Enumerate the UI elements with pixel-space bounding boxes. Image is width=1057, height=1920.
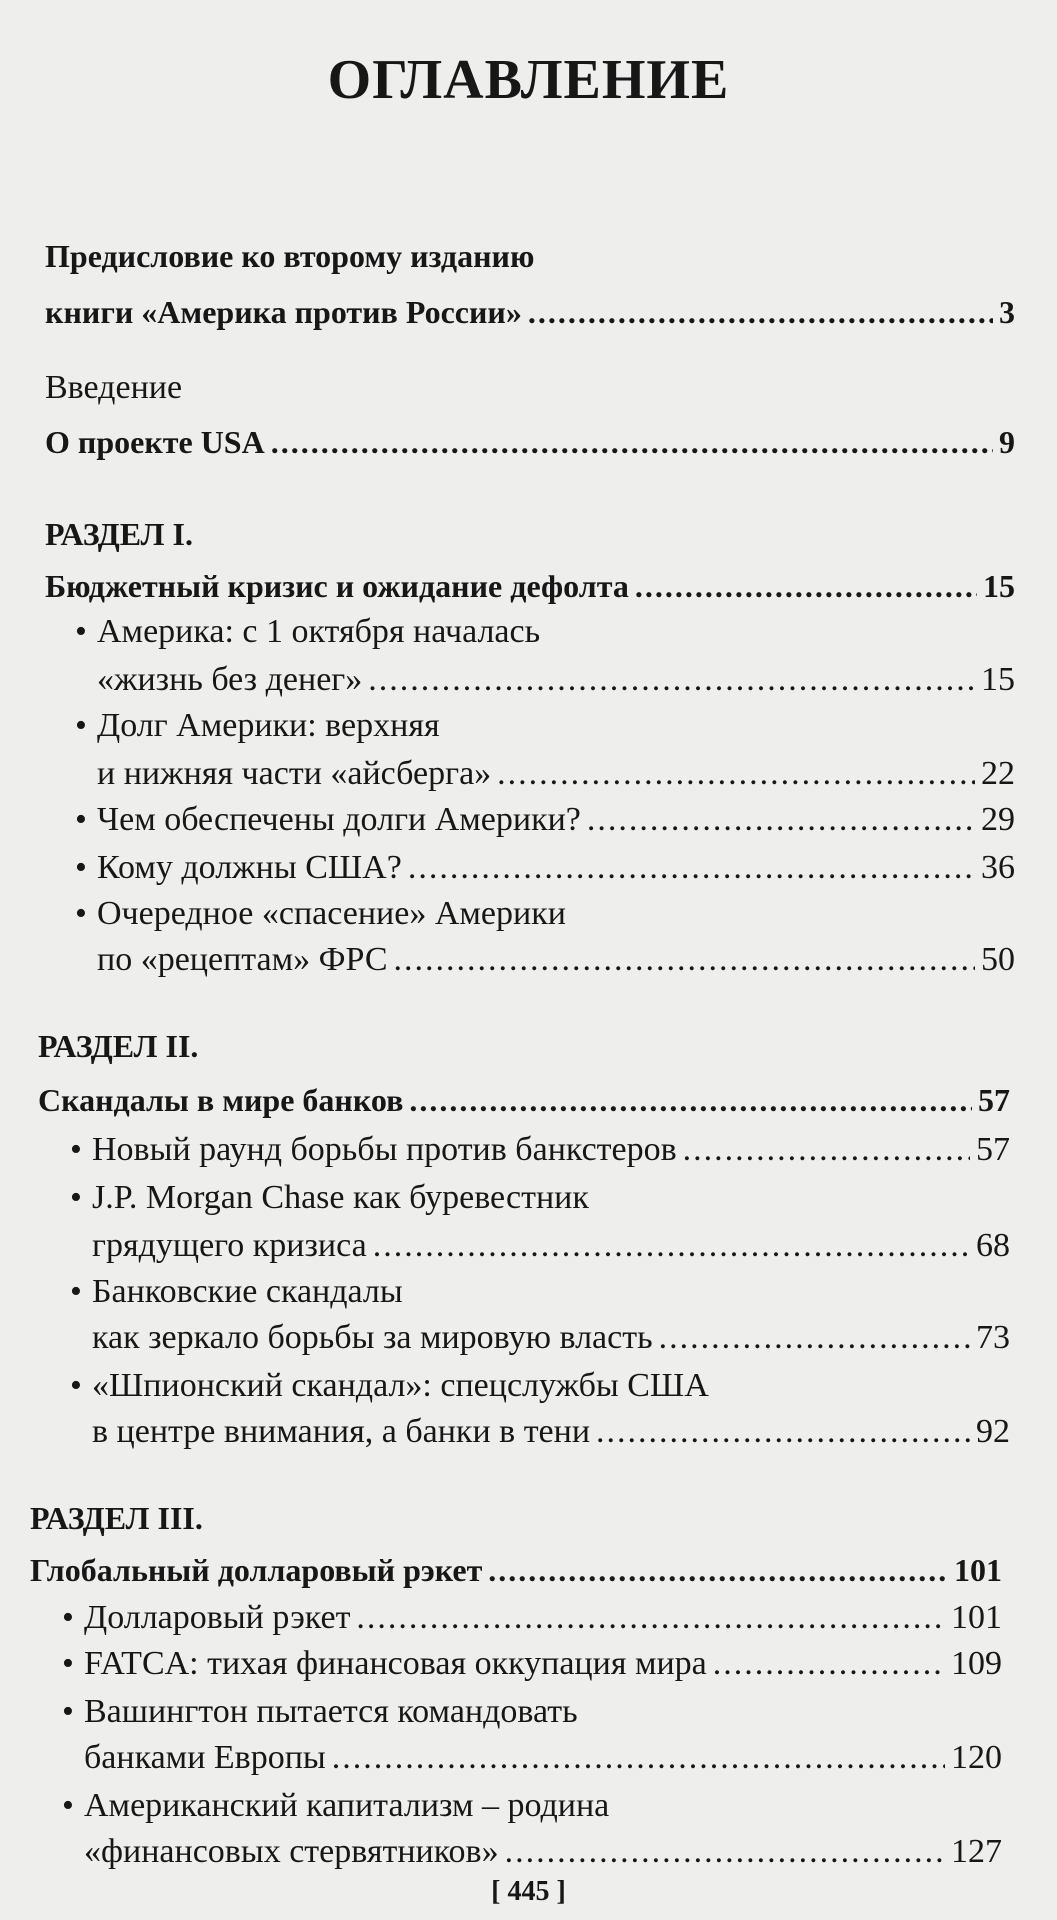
entry-text: Долг Америки: верхняя: [97, 707, 440, 744]
entry-text: Чем обеспечены долги Америки?: [97, 801, 581, 838]
entry-text: Предисловие ко второму изданию: [45, 238, 535, 274]
section-title-2: [38, 1076, 1010, 1124]
bullet: •: [75, 707, 87, 744]
entry-text: Бюджетный кризис и ожидание дефолта: [45, 568, 629, 604]
bullet: •: [75, 849, 87, 886]
entry-text: Скандалы в мире банков: [38, 1082, 404, 1118]
entry-text: Долларовый рэкет: [84, 1599, 351, 1636]
toc-entry-2-3-line2: [92, 1314, 1010, 1362]
toc-entry-2-4-line2: [92, 1408, 1010, 1456]
toc-entry-preface-line1: [45, 232, 1005, 280]
entry-text: и нижняя части «айсберга»: [97, 755, 492, 792]
entry-text: банками Европы: [84, 1739, 326, 1776]
bullet: •: [62, 1693, 74, 1730]
toc-entry-2-1: [70, 1126, 1010, 1174]
entry-text: книги «Америка против России»: [45, 294, 522, 330]
toc-entry-3-1: [62, 1594, 1002, 1642]
dot-leader: [356, 1594, 945, 1642]
toc-entry-1-1-line1: [75, 608, 1015, 656]
page-number: 73: [976, 1319, 1010, 1356]
dot-leader: [488, 1546, 948, 1594]
bullet: •: [70, 1367, 82, 1404]
page-number: 22: [981, 755, 1015, 792]
entry-text: Банковские скандалы: [92, 1273, 403, 1310]
bullet: •: [62, 1599, 74, 1636]
page-number: 101: [954, 1552, 1002, 1588]
page-number: 120: [951, 1739, 1002, 1776]
section-title-1: [45, 562, 1015, 610]
section-label: РАЗДЕЛ III.: [30, 1500, 203, 1536]
toc-entry-1-4: [75, 844, 1015, 892]
page-number: 92: [976, 1413, 1010, 1450]
section-label: РАЗДЕЛ I.: [45, 516, 193, 552]
entry-text: как зеркало борьбы за мировую власть: [92, 1319, 653, 1356]
page-number: 29: [981, 801, 1015, 838]
page-number: 68: [976, 1227, 1010, 1264]
dot-leader: [373, 1222, 970, 1270]
page-number: 50: [981, 941, 1015, 978]
toc-entry-1-2-line2: [97, 750, 1015, 798]
dot-leader: [332, 1734, 945, 1782]
dot-leader: [713, 1640, 945, 1688]
bullet: •: [70, 1131, 82, 1168]
dot-leader: [528, 288, 993, 336]
entry-text: Новый раунд борьбы против банкстеров: [92, 1131, 677, 1168]
page-title: ОГЛАВЛЕНИЕ: [327, 49, 730, 111]
entry-text: Американский капитализм – родина: [84, 1787, 610, 1824]
section-heading-3: [30, 1494, 990, 1542]
dot-leader: [394, 936, 975, 984]
toc-entry-2-2-line2: [92, 1222, 1010, 1270]
entry-text: FATCA: тихая финансовая оккупация мира: [84, 1645, 707, 1682]
page-number: 15: [981, 661, 1015, 698]
dot-leader: [271, 418, 993, 466]
page-number: 36: [981, 849, 1015, 886]
section-label: РАЗДЕЛ II.: [38, 1028, 199, 1064]
page-number: 127: [951, 1833, 1002, 1870]
bullet: •: [75, 895, 87, 932]
toc-entry-1-2-line1: [75, 702, 1015, 750]
entry-text: по «рецептам» ФРС: [97, 941, 388, 978]
dot-leader: [587, 796, 975, 844]
dot-leader: [409, 1076, 972, 1124]
entry-text: «Шпионский скандал»: спецслужбы США: [92, 1367, 709, 1404]
toc-entry-introduction: [45, 364, 1005, 412]
entry-text: Кому должны США?: [97, 849, 402, 886]
page-number: 57: [978, 1082, 1010, 1118]
page-number: 3: [999, 294, 1015, 330]
dot-leader: [368, 656, 975, 704]
bullet: •: [75, 801, 87, 838]
dot-leader: [683, 1126, 970, 1174]
bullet: •: [70, 1273, 82, 1310]
entry-text: Очередное «спасение» Америки: [97, 895, 566, 932]
toc-entry-2-2-line1: [70, 1174, 1010, 1222]
entry-text: Введение: [45, 369, 183, 406]
toc-entry-3-4-line2: [84, 1828, 1002, 1876]
entry-text: «жизнь без денег»: [97, 661, 363, 698]
dot-leader: [505, 1828, 945, 1876]
dot-leader: [659, 1314, 970, 1362]
toc-entry-1-5-line1: [75, 890, 1015, 938]
toc-entry-2-3-line1: [70, 1268, 1010, 1316]
section-heading-1: [45, 510, 1005, 558]
page-number: 9: [999, 424, 1015, 460]
toc-entry-1-3: [75, 796, 1015, 844]
page-number: 101: [951, 1599, 1002, 1636]
toc-entry-preface-line2: [45, 288, 1015, 336]
entry-text: грядущего кризиса: [92, 1227, 367, 1264]
dot-leader: [596, 1408, 970, 1456]
page-number: 109: [951, 1645, 1002, 1682]
entry-text: Америка: с 1 октября началась: [97, 613, 541, 650]
entry-text: Глобальный долларовый рэкет: [30, 1552, 483, 1588]
entry-text: в центре внимания, а банки в тени: [92, 1413, 591, 1450]
entry-text: «финансовых стервятников»: [84, 1833, 499, 1870]
toc-entry-1-5-line2: [97, 936, 1015, 984]
page-number: 15: [983, 568, 1015, 604]
toc-entry-about-project: [45, 418, 1015, 466]
bullet: •: [62, 1645, 74, 1682]
section-title-3: [30, 1546, 1002, 1594]
dot-leader: [497, 750, 975, 798]
toc-entry-3-2: [62, 1640, 1002, 1688]
toc-entry-1-1-line2: [97, 656, 1015, 704]
toc-entry-3-3-line2: [84, 1734, 1002, 1782]
toc-entry-3-3-line1: [62, 1688, 1002, 1736]
toc-entry-3-4-line1: [62, 1782, 1002, 1830]
bullet: •: [75, 613, 87, 650]
page-footer-number: [ 445 ]: [491, 1876, 566, 1907]
bullet: •: [62, 1787, 74, 1824]
entry-text: Вашингтон пытается командовать: [84, 1693, 578, 1730]
page-number: 57: [976, 1131, 1010, 1168]
entry-text: J.P. Morgan Chase как буревестник: [92, 1179, 589, 1216]
bullet: •: [70, 1179, 82, 1216]
section-heading-2: [38, 1022, 998, 1070]
dot-leader: [408, 844, 975, 892]
dot-leader: [635, 562, 977, 610]
toc-entry-2-4-line1: [70, 1362, 1010, 1410]
entry-text: О проекте USA: [45, 424, 265, 460]
